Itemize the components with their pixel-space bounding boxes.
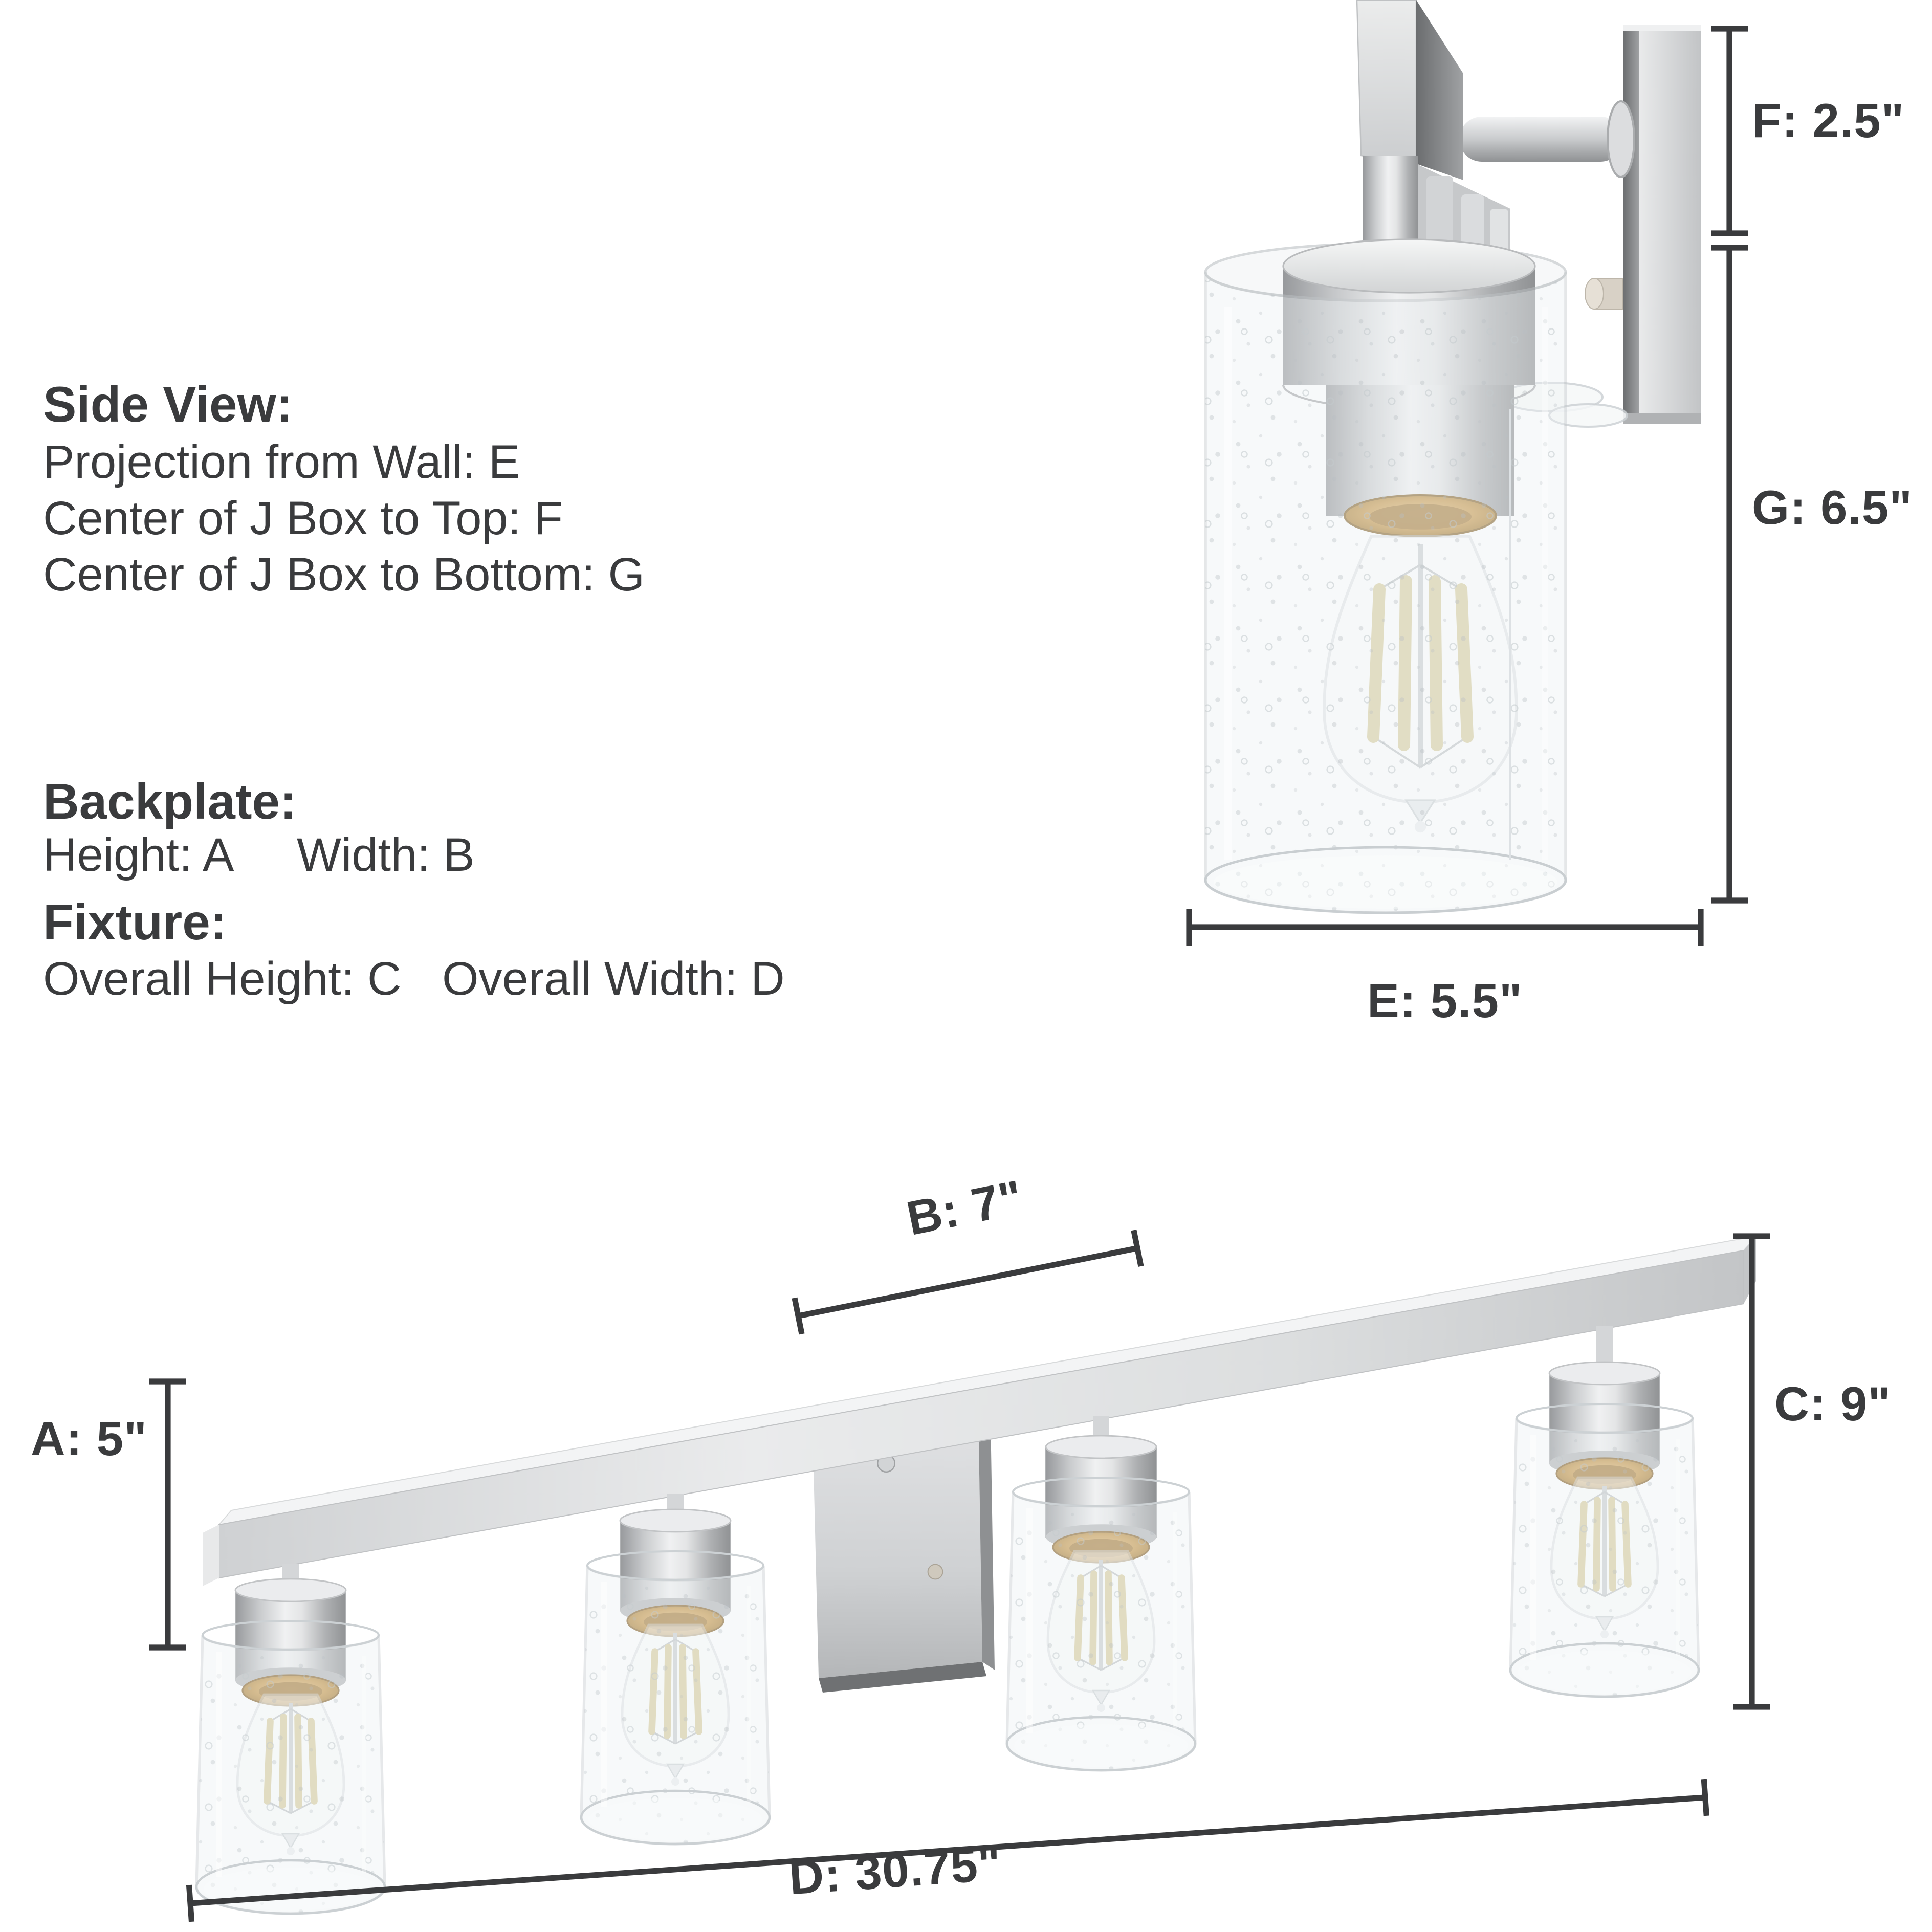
glass-seeded-texture <box>1205 272 1566 913</box>
dim-line-b <box>795 1230 1141 1334</box>
fixture-overall-height-label: Overall Height: C <box>43 953 402 1005</box>
glass-bottom-floor <box>1214 855 1557 909</box>
socket-drum-top <box>1283 239 1535 293</box>
backplate-height-label: Height: A <box>43 829 234 881</box>
wall-plate-side-edge <box>1623 31 1639 413</box>
lamp-4 <box>1510 1362 1699 1697</box>
lamp-3 <box>1007 1436 1195 1770</box>
side-view-line-jbox-bottom: Center of J Box to Bottom: G <box>43 548 645 601</box>
wall-plate-bottom-edge <box>1623 413 1701 424</box>
arm-flange <box>1608 101 1634 177</box>
mount-bar-side <box>1416 0 1463 180</box>
dim-label-c: C: 9" <box>1774 1377 1892 1431</box>
dim-line-f <box>1711 29 1748 233</box>
dim-label-e: E: 5.5" <box>1367 974 1523 1027</box>
dim-label-g: G: 6.5" <box>1752 480 1913 534</box>
dim-label-b: B: 7" <box>902 1170 1027 1245</box>
fixture-title: Fixture: <box>43 894 227 950</box>
side-view-drawing <box>1205 0 1701 913</box>
wall-plate <box>1639 31 1701 413</box>
side-view-title: Side View: <box>43 376 293 432</box>
backplate-title: Backplate: <box>43 773 297 829</box>
dim-line-c <box>1733 1236 1770 1707</box>
backplate-peg <box>928 1565 943 1579</box>
info-panel <box>43 376 785 1005</box>
mounting-arm <box>1459 117 1623 162</box>
side-view-line-jbox-top: Center of J Box to Top: F <box>43 492 563 544</box>
dim-line-e <box>1189 909 1701 946</box>
backplate-width-label: Width: B <box>297 829 475 881</box>
dim-label-d: D: 30.75" <box>787 1836 1003 1905</box>
dim-line-a <box>149 1381 186 1648</box>
set-screw-cap <box>1585 278 1604 309</box>
fixture-overall-width-label: Overall Width: D <box>442 953 785 1005</box>
dim-label-f: F: 2.5" <box>1752 94 1905 147</box>
lamp-2 <box>581 1509 770 1844</box>
mount-bar-front <box>1357 0 1416 164</box>
dim-line-g <box>1711 248 1748 901</box>
dim-label-a: A: 5" <box>30 1412 147 1465</box>
bar-left-end <box>203 1525 219 1586</box>
lamp-1 <box>196 1579 385 1914</box>
side-view-line-projection: Projection from Wall: E <box>43 436 520 488</box>
